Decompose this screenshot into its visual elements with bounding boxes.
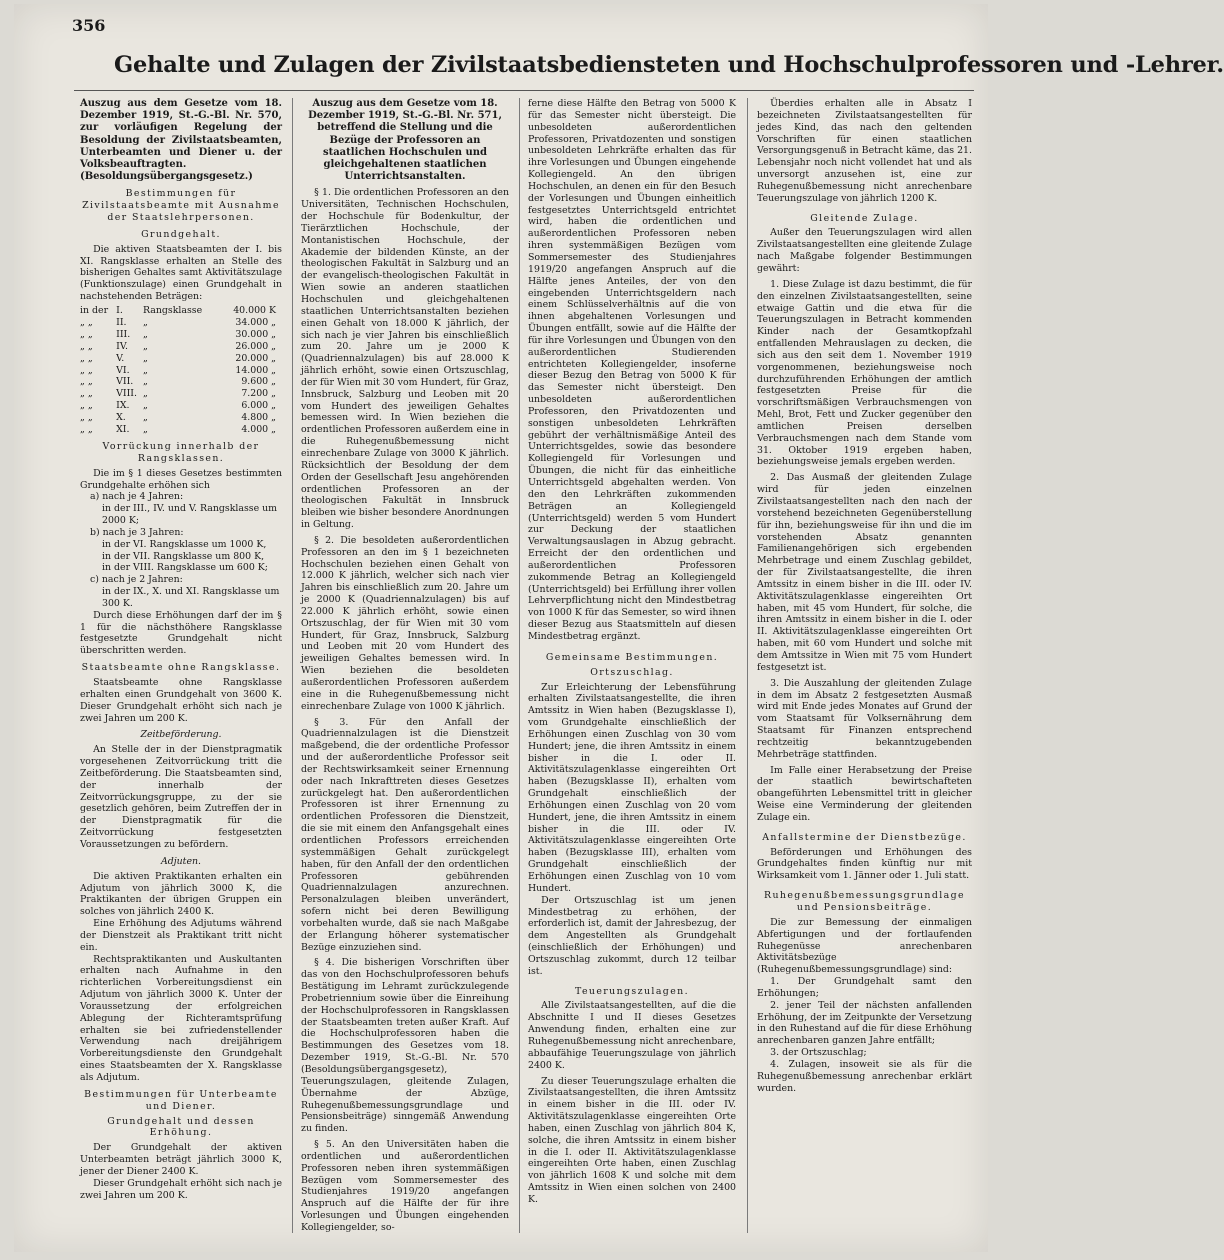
rank-amount: 30.000 „ xyxy=(235,328,276,340)
title-divider xyxy=(74,90,974,91)
rank-prefix: „ „ xyxy=(80,328,93,340)
section-heading-grundgehalt-erhoehung: Grundgehalt und dessen Erhöhung. xyxy=(107,1115,255,1139)
list-item: in der IX., X. und XI. Rangsklasse um 300 K. xyxy=(102,586,280,609)
column-3 xyxy=(528,98,736,1233)
section-heading-vorrueckung: Vorrückung innerhalb der Rangsklassen. xyxy=(102,440,260,464)
paragraph: 2. Das Ausmaß der gleitenden Zulage wird für jeden einzelnen Zivilstaatsangestellten nach den nach der vorstehend bezeichneten Gegenüberstellung für ihn, beziehungsweise für ihn und die im vorstehenden Absatz genannten Familienangehörigen sich ergebenden Mehrbetrage und einem Zuschlag gebildet, der für Zivilstaatsangestellte, die ihren Amtssitz in einem bisher in die III. oder IV. Aktivitätszulagenklasse eingereihten Ort haben, mit 45 vom Hundert, für solche, die ihren Amtssitz in einem bisher in die I. oder II. Aktivitätszulagenklasse eingereihten Ort haben, mit 60 vom Hundert und solche mit dem Amtssitze in Wien mit 75 vom Hundert festgesetzt ist. xyxy=(757,472,972,673)
table-row xyxy=(80,400,282,412)
column-1 xyxy=(80,98,282,1233)
salary-table xyxy=(80,305,282,436)
rank-prefix: in der xyxy=(80,305,109,317)
paragraph: Im Falle einer Herabsetzung der Preise der staatlich bewirtschafteten obangeführten Lebensmittel tritt in gleicher Weise eine Verminderung der gleitenden Zulage ein. xyxy=(757,764,972,823)
column-2 xyxy=(301,98,509,1233)
paragraph: Außer den Teuerungszulagen wird allen Zivilstaatsangestellten eine gleitende Zulage nach Maßgabe folgender Bestimmungen gewährt: xyxy=(757,227,972,274)
section-heading-ortszuschlag: Ortszuschlag. xyxy=(590,666,674,678)
paragraph-section-1: § 1. Die ordentlichen Professoren an den Universitäten, Technischen Hochschulen, der Hochschule für Bodenkultur, der Tierärztlichen Hochschule, der Montanistischen Hochschule, der Akademie der bildenden Künste, an der theologischen Fakultät in Salzburg und an der evangelisch-theologischen Fakultät in Wien sowie an anderen staatlichen Hochschulen und gleichgehaltenen staatlichen Unterrichtsanstalten beziehen einen Gehalt von 18.000 K jährlich, der sich nach je vier Jahren bis einschließlich zum 20. Jahre um je 2000 K (Quadriennalzulagen) bis auf 28.000 K jährlich erhöht, sowie einen Ortszuschlag, der für Wien mit 30 vom Hundert, für Graz, Innsbruck, Salzburg und Leoben mit 20 vom Hundert des jeweiligen Gehaltes bemessen wird. In Wien beziehen die ordentlichen Professoren außerdem eine in die Ruhegenußbemessung nicht einrechenbare Zulage von 3000 K jährlich. Rücksichtlich der Besoldung der dem Orden der Gesellschaft Jesu angehörenden ordentlichen Professoren an der theologischen Fakultät in Innsbruck bleiben wie bisher besondere Anordnungen in Geltung. xyxy=(301,187,509,531)
table-row xyxy=(80,341,282,353)
paragraph: Staatsbeamte ohne Rangsklasse erhalten einen Grundgehalt von 3600 K. Dieser Grundgehalt erhöht sich nach je zwei Jahren um 200 K. xyxy=(80,677,282,724)
rank-prefix: „ „ xyxy=(80,364,93,376)
table-row xyxy=(80,388,282,400)
column-divider xyxy=(292,98,293,1233)
paragraph: Dieser Grundgehalt erhöht sich nach je zwei Jahren um 200 K. xyxy=(80,1177,282,1201)
section-heading-gemeinsame: Gemeinsame Bestimmungen. xyxy=(545,651,719,663)
paragraph-section-4: § 4. Die bisherigen Vorschriften über das von den Hochschulprofessoren behufs Bestätigung im Lehramt zurückzulegende Probetriennium sowie über die Einreihung der Hochschulprofessoren in Rangsklassen der Staatsbeamten treten außer Kraft. Auf die Hochschulprofessoren haben die Bestimmungen des Gesetzes vom 18. Dezember 1919, St.-G.-Bl. Nr. 570 (Besoldungsübergangsgesetz), Teuerungszulagen, gleitende Zulagen, Übernahme der Abzüge, Ruhegenußbemessungsgrundlage und Pensionsbeiträge) sinngemäß Anwendung zu finden. xyxy=(301,957,509,1135)
rank-label: „ xyxy=(143,424,148,436)
rank-class: II. xyxy=(116,316,127,328)
paragraph: Der Grundgehalt der aktiven Unterbeamten beträgt jährlich 3000 K, jener der Diener 2400 K. xyxy=(80,1142,282,1177)
rank-class: VI. xyxy=(116,364,130,376)
list-item: c) nach je 2 Jahren: xyxy=(90,574,183,586)
rank-prefix: „ „ xyxy=(80,412,93,424)
paragraph: Zu dieser Teuerungszulage erhalten die Zivilstaatsangestellten, die ihren Amtssitz in einem bisher in die III. oder IV. Aktivitätszulagenklasse eingereihten Orte haben, einen Zuschlag von jährlich 804 K, solche, die ihren Amtssitz in einem bisher in die I. oder II. Aktivitätszulagenklasse eingereihten Orte haben, einen Zuschlag von jährlich 1608 K und solche mit dem Amtssitz in Wien einen solchen von 2400 K. xyxy=(528,1075,736,1205)
rank-amount: 9.600 „ xyxy=(241,376,276,388)
paragraph: Eine Erhöhung des Adjutums während der Dienstzeit als Praktikant tritt nicht ein. xyxy=(80,918,282,953)
paragraph: Die aktiven Praktikanten erhalten ein Adjutum von jährlich 3000 K, die Praktikanten der übrigen Gruppen ein solches von jährlich 2400 K. xyxy=(80,870,282,918)
column-4 xyxy=(757,98,972,1233)
section-heading-grundgehalt: Grundgehalt. xyxy=(141,228,221,240)
rank-amount: 6.000 „ xyxy=(241,400,276,412)
paragraph-section-5: § 5. An den Universitäten haben die ordentlichen und außerordentlichen Professoren neben ihren systemmäßigen Bezügen vom Sommersemester des Studienjahres 1919/20 angefangen Anspruch auf die Hälfte der für ihre Vorlesungen und Übungen eingehenden Kollegiengelder, so- xyxy=(301,1139,509,1233)
rank-label: „ xyxy=(143,412,148,424)
rank-label: „ xyxy=(143,364,148,376)
section-heading-ruhegenuss: Ruhegenußbemessungsgrundlage und Pensionsbeiträge. xyxy=(764,890,965,913)
table-row xyxy=(80,329,282,341)
list-item: 2. jener Teil der nächsten anfallenden Erhöhung, der im Zeitpunkte der Versetzung in den Ruhestand auf die für diese Erhöhung anrechenbaren ganzen Jahre entfällt; xyxy=(757,999,972,1047)
rank-prefix: „ „ xyxy=(80,424,93,436)
rank-class: XI. xyxy=(116,424,130,436)
rank-amount: 14.000 „ xyxy=(235,364,276,376)
rank-prefix: „ „ xyxy=(80,400,93,412)
rank-class: VIII. xyxy=(116,388,137,400)
rank-amount: 20.000 „ xyxy=(235,352,276,364)
list-item: b) nach je 3 Jahren: xyxy=(90,526,184,538)
list-item: 1. Der Grundgehalt samt den Erhöhungen; xyxy=(757,976,972,999)
section-heading-adjuten: Adjuten. xyxy=(160,855,202,867)
rank-label: „ xyxy=(143,388,148,400)
paragraph: Die im § 1 dieses Gesetzes bestimmten Grundgehalte erhöhen sich xyxy=(80,467,282,491)
law-heading-570: Auszug aus dem Gesetze vom 18. Dezember 1919, St.-G.-Bl. Nr. 570, zur vorläufigen Regelung der Besoldung der Zivilstaatsbeamten, Unterbeamten und Diener u. der Volksbeauftragten. (Besoldungsübergangsgesetz.) xyxy=(80,98,282,183)
table-row xyxy=(80,353,282,365)
section-heading-anfallstermine: Anfallstermine der Dienstbezüge. xyxy=(762,831,967,843)
paragraph: 3. Die Auszahlung der gleitenden Zulage in dem im Absatz 2 festgesetzten Ausmaß wird mit Ende jedes Monates auf Grund der vom Staatsamt für Volksernährung dem Staatsamt für Finanzen entsprechend rechtzeitig bekanntzugebenden Mehrbeträge stattfinden. xyxy=(757,677,972,760)
paragraph: Beförderungen und Erhöhungen des Grundgehaltes finden künftig nur mit Wirksamkeit vom 1. Jänner oder 1. Juli statt. xyxy=(757,846,972,882)
document-page xyxy=(14,4,1224,1252)
rank-label: „ xyxy=(143,340,148,352)
rank-class: V. xyxy=(116,352,125,364)
table-row xyxy=(80,412,282,424)
paragraph: Alle Zivilstaatsangestellten, auf die die Abschnitte I und II dieses Gesetzes Anwendung finden, erhalten eine zur Ruhegenußbemessung nicht anrechenbare, abbaufähige Teuerungszulage von jährlich 2400 K. xyxy=(528,1000,736,1071)
list-item: in der III., IV. und V. Rangsklasse um 2000 K; xyxy=(102,503,278,527)
section-heading-zeitbefoerderung: Zeitbeförderung. xyxy=(140,729,222,741)
section-heading-teuerungszulagen: Teuerungszulagen. xyxy=(575,985,689,997)
rank-label: „ xyxy=(143,400,148,412)
rank-amount: 26.000 „ xyxy=(235,340,276,352)
column-divider xyxy=(519,98,520,1233)
paragraph: Zur Erleichterung der Lebensführung erhalten Zivilstaatsangestellte, die ihren Amtssitz in Wien haben (Bezugsklasse I), vom Grundgehalte einschließlich der Erhöhungen einen Zuschlag von 30 vom Hundert; jene, die ihren Amtssitz in einem bisher in die I. oder II. Aktivitätszulagenklasse eingereihten Ort haben (Bezugsklasse II), erhalten vom Grundgehalt einschließlich der Erhöhungen einen Zuschlag von 20 vom Hundert, jene, die ihren Amtssitz in einem bisher in die III. oder IV. Aktivitätszulagenklasse eingereihten Orte haben (Bezugsklasse III), erhalten vom Grundgehalt einschließlich der Erhöhungen einen Zuschlag von 10 vom Hundert. xyxy=(528,681,736,894)
rank-prefix: „ „ xyxy=(80,316,93,328)
paragraph-continued: ferne diese Hälfte den Betrag von 5000 K für das Semester nicht übersteigt. Die unbesoldeten außerordentlichen Professoren, Privatdozenten und sonstigen unbesoldeten Lehrkräfte erhalten das für ihre Vorlesungen und Übungen eingehende Kollegiengeld. An den übrigen Hochschulen, an denen ein für den Besuch der Vorlesungen und Übungen einheitlich festgesetztes Unterrichtsgeld entrichtet wird, haben die ordentlichen und außerordentlichen Professoren neben ihren systemmäßigen Bezügen vom Sommersemester des Studienjahres 1919/20 angefangen Anspruch auf die Hälfte jenes Anteiles, der von den eingebenden Unterrichtsgeldern nach einem Schlüsselverhältnis auf die von ihnen abgehaltenen Vorlesungen und Übungen entfällt, sowie auf die Hälfte der für ihre Vorlesungen und Übungen von den außerordentlichen Studierenden entrichteten Kollegiengelder, insoferne dieser Bezug den Betrag von 5000 K für das Semester nicht übersteigt. Den unbesoldeten außerordentlichen Professoren, den Privatdozenten und sonstigen unbesoldeten Lehrkräften gebührt der verhältnismäßige Anteil des Unterrichtsgeldes, sowie das besondere Kollegiengeld für Vorlesungen und Übungen, die nicht für das einheitliche Unterrichtsgeld abgehalten werden. Von den den Lehrkräften zukommenden Beträgen an Kollegiengeld (Unterrichtsgeld) werden 5 vom Hundert zur Deckung der staatlichen Verwaltungsauslagen in Abzug gebracht. Erreicht der den ordentlichen und außerordentlichen Professoren zukommende Betrag an Kollegiengeld (Unterrichtsgeld) bei Erfüllung ihrer vollen Lehrverpflichtung nicht den Mindestbetrag von 1000 K für das Semester, so wird ihnen dieser Bezug aus Staatsmitteln auf diesen Mindestbetrag ergänzt. xyxy=(528,98,736,642)
page-number: 356 xyxy=(72,16,106,35)
rank-prefix: „ „ xyxy=(80,376,93,388)
rank-label: „ xyxy=(143,376,148,388)
rank-label: „ xyxy=(143,316,148,328)
rank-class: X. xyxy=(116,412,126,424)
rank-class: IX. xyxy=(116,400,130,412)
table-row xyxy=(80,317,282,329)
rank-class: III. xyxy=(116,328,131,340)
paragraph: Die zur Bemessung der einmaligen Abfertigungen und der fortlaufenden Ruhegenüsse anrechenbaren Aktivitätsbezüge (Ruhegenußbemessungsgrundlage) sind: xyxy=(757,916,972,976)
rank-amount: 34.000 „ xyxy=(235,316,276,328)
column-divider xyxy=(747,98,748,1233)
rank-prefix: „ „ xyxy=(80,352,93,364)
law-heading-571: Auszug aus dem Gesetze vom 18. Dezember 1919, St.-G.-Bl. Nr. 571, betreffend die Stellung und die Bezüge der Professoren an staatlichen Hochschulen und gleichgehaltenen staatlichen Unterrichtsanstalten. xyxy=(308,98,502,183)
rank-amount: 7.200 „ xyxy=(241,388,276,400)
paragraph-section-3: § 3. Für den Anfall der Quadriennalzulagen ist die Dienstzeit maßgebend, die der ordentliche Professor und der außerordentliche Professor seit der Rechtswirksamkeit seiner Ernennung oder nach Inkrafttreten dieses Gesetzes zurückgelegt hat. Den außerordentlichen Professoren ist ihrer Ernennung zu ordentlichen Professoren die Dienstzeit, die sie mit einem den Anfangsgehalt eines ordentlichen Professors erreichenden systemmäßigen Gehalt zurückgelegt haben, für den Anfall der den ordentlichen Professoren gebührenden Quadriennalzulagen anzurechnen. Personalzulagen bleiben unverändert, sofern nicht bei deren Bewilligung vorbehalten wurde, daß sie nach Maßgabe der Erlangung höherer systematischer Bezüge einzuziehen sind. xyxy=(301,716,509,953)
page-title: Gehalte und Zulagen der Zivilstaatsbediensteten und Hochschulprofessoren und -Lehrer. xyxy=(114,52,1224,78)
paragraph: An Stelle der in der Dienstpragmatik vorgesehenen Zeitvorrückung tritt die Zeitbeförderung. Die Staatsbeamten sind, der innerhalb der Zeitvorrückungsgruppe, zu der sie gesetzlich gehören, beim Zutreffen der in der Dienstpragmatik für die Zeitvorrückung festgesetzten Voraussetzungen zu befördern. xyxy=(80,744,282,850)
paragraph: Rechtspraktikanten und Auskultanten erhalten nach Aufnahme in den richterlichen Vorbereitungsdienst ein Adjutum von jährlich 3000 K. Unter der Voraussetzung der erfolgreichen Ablegung der Richteramtsprüfung erhalten sie bei zufriedenstellender Verwendung nach dreijährigem Vorbereitungsdienste den Grundgehalt eines Staatsbeamten der X. Rangsklasse als Adjutum. xyxy=(80,953,282,1084)
section-heading-unterbeamte: Bestimmungen für Unterbeamte und Diener. xyxy=(84,1088,278,1112)
rank-label: „ xyxy=(143,352,148,364)
section-heading: Bestimmungen für Zivilstaatsbeamte mit Ausnahme der Staatslehrpersonen. xyxy=(82,188,280,224)
table-row xyxy=(80,305,282,317)
paragraph: Der Ortszuschlag ist um jenen Mindestbetrag zu erhöhen, der erforderlich ist, damit der Jahresbezug, der dem Angestellten als Grundgehalt (einschließlich der Erhöhungen) und Ortszuschlag zukommt, durch 12 teilbar ist. xyxy=(528,894,736,977)
rank-prefix: „ „ xyxy=(80,388,93,400)
table-row xyxy=(80,424,282,436)
paragraph-section-2: § 2. Die besoldeten außerordentlichen Professoren an den im § 1 bezeichneten Hochschulen beziehen einen Gehalt von 12.000 K jährlich, welcher sich nach vier Jahren bis einschließlich zum 20. Jahre um je 2000 K (Quadriennalzulagen) bis auf 22.000 K jährlich erhöht, sowie einen Ortszuschlag, der für Wien mit 30 vom Hundert, für Graz, Innsbruck, Salzburg und Leoben mit 20 vom Hundert des jeweiligen Gehaltes bemessen wird. In Wien beziehen die besoldeten außerordentlichen Professoren außerdem eine in die Ruhegenußbemessung nicht einrechenbare Zulage von 1000 K jährlich. xyxy=(301,534,509,712)
paragraph: Durch diese Erhöhungen darf der im § 1 für die nächsthöhere Rangsklasse festgesetzte Grundgehalt nicht überschritten werden. xyxy=(80,609,282,657)
list-item: in der VIII. Rangsklasse um 600 K; xyxy=(102,562,268,574)
table-row xyxy=(80,365,282,377)
rank-class: IV. xyxy=(116,340,128,352)
rank-class: I. xyxy=(116,305,123,317)
list-item: 4. Zulagen, insoweit sie als für die Ruhegenußbemessung anrechenbar erklärt wurden. xyxy=(757,1058,972,1094)
rank-amount: 4.800 „ xyxy=(241,412,276,424)
list-item: 3. der Ortszuschlag; xyxy=(770,1047,867,1059)
paragraph: Überdies erhalten alle in Absatz I bezeichneten Zivilstaatsangestellten für jedes Kind, das nach den geltenden Vorschriften für einen staatlichen Versorgungsgenuß in Betracht käme, das 21. Lebensjahr noch nicht vollendet hat und als unversorgt anzusehen ist, eine zur Ruhegenußbemessung nicht anrechenbare Teuerungszulage von jährlich 1200 K. xyxy=(757,98,972,204)
rank-class: VII. xyxy=(116,376,134,388)
section-heading-ohne-rangsklasse: Staatsbeamte ohne Rangsklasse. xyxy=(81,662,281,674)
rank-label: „ xyxy=(143,328,148,340)
rank-label: Rangsklasse xyxy=(143,305,203,317)
section-heading-gleitende-zulage: Gleitende Zulage. xyxy=(810,212,919,224)
rank-amount: 4.000 „ xyxy=(241,424,276,436)
list-item: in der VII. Rangsklasse um 800 K, xyxy=(102,550,265,562)
rank-prefix: „ „ xyxy=(80,340,93,352)
list-item: a) nach je 4 Jahren: xyxy=(90,491,184,503)
paragraph: Die aktiven Staatsbeamten der I. bis XI. Rangsklasse erhalten an Stelle des bisherigen Gehaltes samt Aktivitätszulage (Funktionszulage) einen Grundgehalt in nachstehenden Beträgen: xyxy=(80,243,282,303)
table-row xyxy=(80,376,282,388)
rank-amount: 40.000 K xyxy=(233,305,276,317)
paragraph: 1. Diese Zulage ist dazu bestimmt, die für den einzelnen Zivilstaatsangestellten, seine etwaige Gattin und die etwa für die Teuerungszulagen in Betracht kommenden Kinder nach der Gesamtkopfzahl entfallenden Mehrauslagen zu decken, die sich aus den seit dem 1. November 1919 vorgenommenen, beziehungsweise noch durchzuführenden Erhöhungen der amtlich festgesetzten Preise für die vorschriftsmäßigen Verbrauchsmengen von Mehl, Brot, Fett und Zucker gegenüber den amtlichen Preisen derselben Verbrauchsmengen nach dem Stande vom 31. Oktober 1919 ergeben haben, beziehungsweise jemals ergeben werden. xyxy=(757,278,972,468)
list-item: in der VI. Rangsklasse um 1000 K, xyxy=(102,538,267,550)
